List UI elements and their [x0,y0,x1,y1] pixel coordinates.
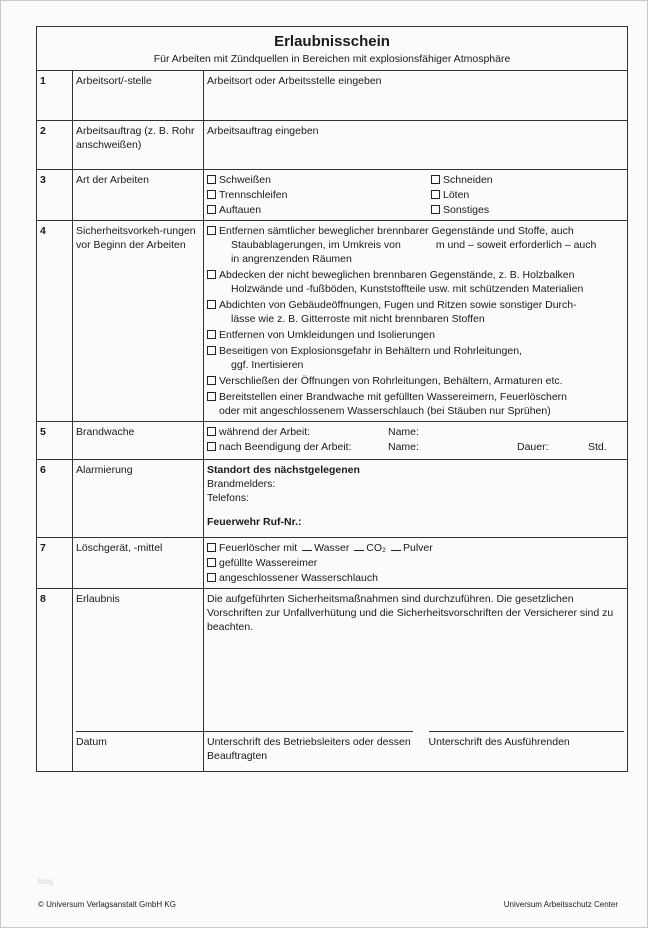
measure-item[interactable]: Verschließen der Öffnungen von Rohrleitungen, Behältern, Armaturen etc. [207,374,624,388]
fire-department-label: Feuerwehr Ruf-Nr.: [207,516,302,528]
checkbox[interactable] [207,205,216,214]
checkbox[interactable] [207,330,216,339]
measure-item[interactable]: Entfernen sämtlicher beweglicher brennbarer Gegenstände und Stoffe, auch Staubablagerungen, im Umkreis von m und – soweit erforderlich – auch in angrenzenden Räumen [207,224,624,266]
footer-publisher: Universum Arbeitsschutz Center [503,900,618,909]
row-label: Sicherheitsvorkeh-rungen vor Beginn der Arbeiten [73,221,204,422]
work-type-options [207,173,624,217]
option-welding[interactable]: Schweißen [207,173,431,187]
row-permit [37,589,628,732]
checkbox[interactable] [207,300,216,309]
name-label: Name: [388,426,419,438]
checkbox[interactable] [207,190,216,199]
permit-form [36,26,628,772]
row-number: 1 [37,71,73,121]
executor-signature[interactable]: Unterschrift des Ausführenden [429,731,625,763]
option-other[interactable]: Sonstiges [431,203,624,217]
checkbox[interactable] [207,427,216,436]
checkbox[interactable] [207,558,216,567]
measure-item[interactable]: Bereitstellen einer Brandwache mit gefüllten Wassereimern, Feuerlöschern oder mit angeschlossenem Wasserschlauch (bei Stäuben nur Sprühen) [207,390,624,418]
form-subtitle: Für Arbeiten mit Zündquellen in Bereichen mit explosionsfähiger Atmosphäre [153,53,511,65]
checkbox[interactable] [207,376,216,385]
measure-item[interactable]: Beseitigen von Explosionsgefahr in Behältern und Rohrleitungen, ggf. Inertisieren [207,344,624,372]
row-label: Erlaubnis [73,589,204,732]
row-label: Brandwache [73,422,204,460]
checkbox[interactable] [431,190,440,199]
co2-blank[interactable] [354,542,364,551]
checkbox[interactable] [207,175,216,184]
row-work-type [37,170,628,221]
measure-item[interactable]: Abdichten von Gebäudeöffnungen, Fugen und Ritzen sowie sonstiger Durch- lässe wie z. B. Gitterroste mit nicht brennbaren Stoffen [207,298,624,326]
row-label: Löschgerät, -mittel [73,538,204,589]
checkbox[interactable] [207,573,216,582]
duration-label: Dauer: [517,441,549,453]
fire-watch-during[interactable]: während der Arbeit: [207,425,310,439]
hose-option[interactable]: angeschlossener Wasserschlauch [207,571,624,585]
row-work-location [37,71,628,121]
fire-watch-after[interactable]: nach Beendigung der Arbeit: [207,440,352,454]
fire-detector-label: Brandmelders: [207,478,276,490]
row-label: Arbeitsort/-stelle [73,71,204,121]
buckets-option[interactable]: gefüllte Wassereimer [207,556,624,570]
form-title: Erlaubnisschein [274,33,390,50]
nearest-location-label: Standort des nächstgelegenen [207,464,360,476]
permit-text: Die aufgeführten Sicherheitsmaßnahmen sind durchzuführen. Die gesetzlichen Vorschriften zur Unfallverhütung und die Sicherheitsvorschriften der Versicherer sind zu beachten. [204,589,628,732]
work-location-field[interactable]: Arbeitsort oder Arbeitsstelle eingeben [204,71,628,121]
powder-blank[interactable] [391,542,401,551]
row-number: 5 [37,422,73,460]
checkbox[interactable] [207,442,216,451]
signature-row [37,731,628,772]
option-thawing[interactable]: Auftauen [207,203,431,217]
row-number: 2 [37,121,73,170]
telephone-label: Telefons: [207,492,250,504]
option-grinding[interactable]: Trennschleifen [207,188,431,202]
row-label: Art der Arbeiten [73,170,204,221]
watermark: blog [38,877,54,886]
checkbox[interactable] [207,270,216,279]
date-label[interactable]: Datum [76,731,212,749]
manager-signature[interactable]: Unterschrift des Betriebsleiters oder dessen Beauftragten [207,731,413,763]
option-cutting[interactable]: Schneiden [431,173,624,187]
row-extinguishing [37,538,628,589]
checkbox[interactable] [207,543,216,552]
checkbox[interactable] [207,346,216,355]
name-label: Name: [388,441,419,453]
row-number: 8 [37,589,73,732]
checkbox[interactable] [207,392,216,401]
extinguisher-option[interactable]: Feuerlöscher mit Wasser CO₂ Pulver [207,541,624,555]
form-header [37,27,628,71]
checkbox[interactable] [207,226,216,235]
water-blank[interactable] [302,542,312,551]
work-order-field[interactable]: Arbeitsauftrag eingeben [204,121,628,170]
row-number: 6 [37,460,73,538]
option-soldering[interactable]: Löten [431,188,624,202]
row-alarm [37,460,628,538]
row-label: Alarmierung [73,460,204,538]
row-safety-measures [37,221,628,422]
row-number: 3 [37,170,73,221]
checkbox[interactable] [431,175,440,184]
row-label: Arbeitsauftrag (z. B. Rohr anschweißen) [73,121,204,170]
hours-label: Std. [588,441,607,453]
row-work-order [37,121,628,170]
measure-item[interactable]: Abdecken der nicht beweglichen brennbaren Gegenstände, z. B. Holzbalken Holzwände und -fußböden, Kunststoffteile usw. mit schützenden Materialien [207,268,624,296]
measure-item[interactable]: Entfernen von Umkleidungen und Isolierungen [207,328,624,342]
row-fire-watch [37,422,628,460]
footer-copyright: © Universum Verlagsanstalt GmbH KG [38,900,176,909]
row-number: 7 [37,538,73,589]
checkbox[interactable] [431,205,440,214]
row-number: 4 [37,221,73,422]
